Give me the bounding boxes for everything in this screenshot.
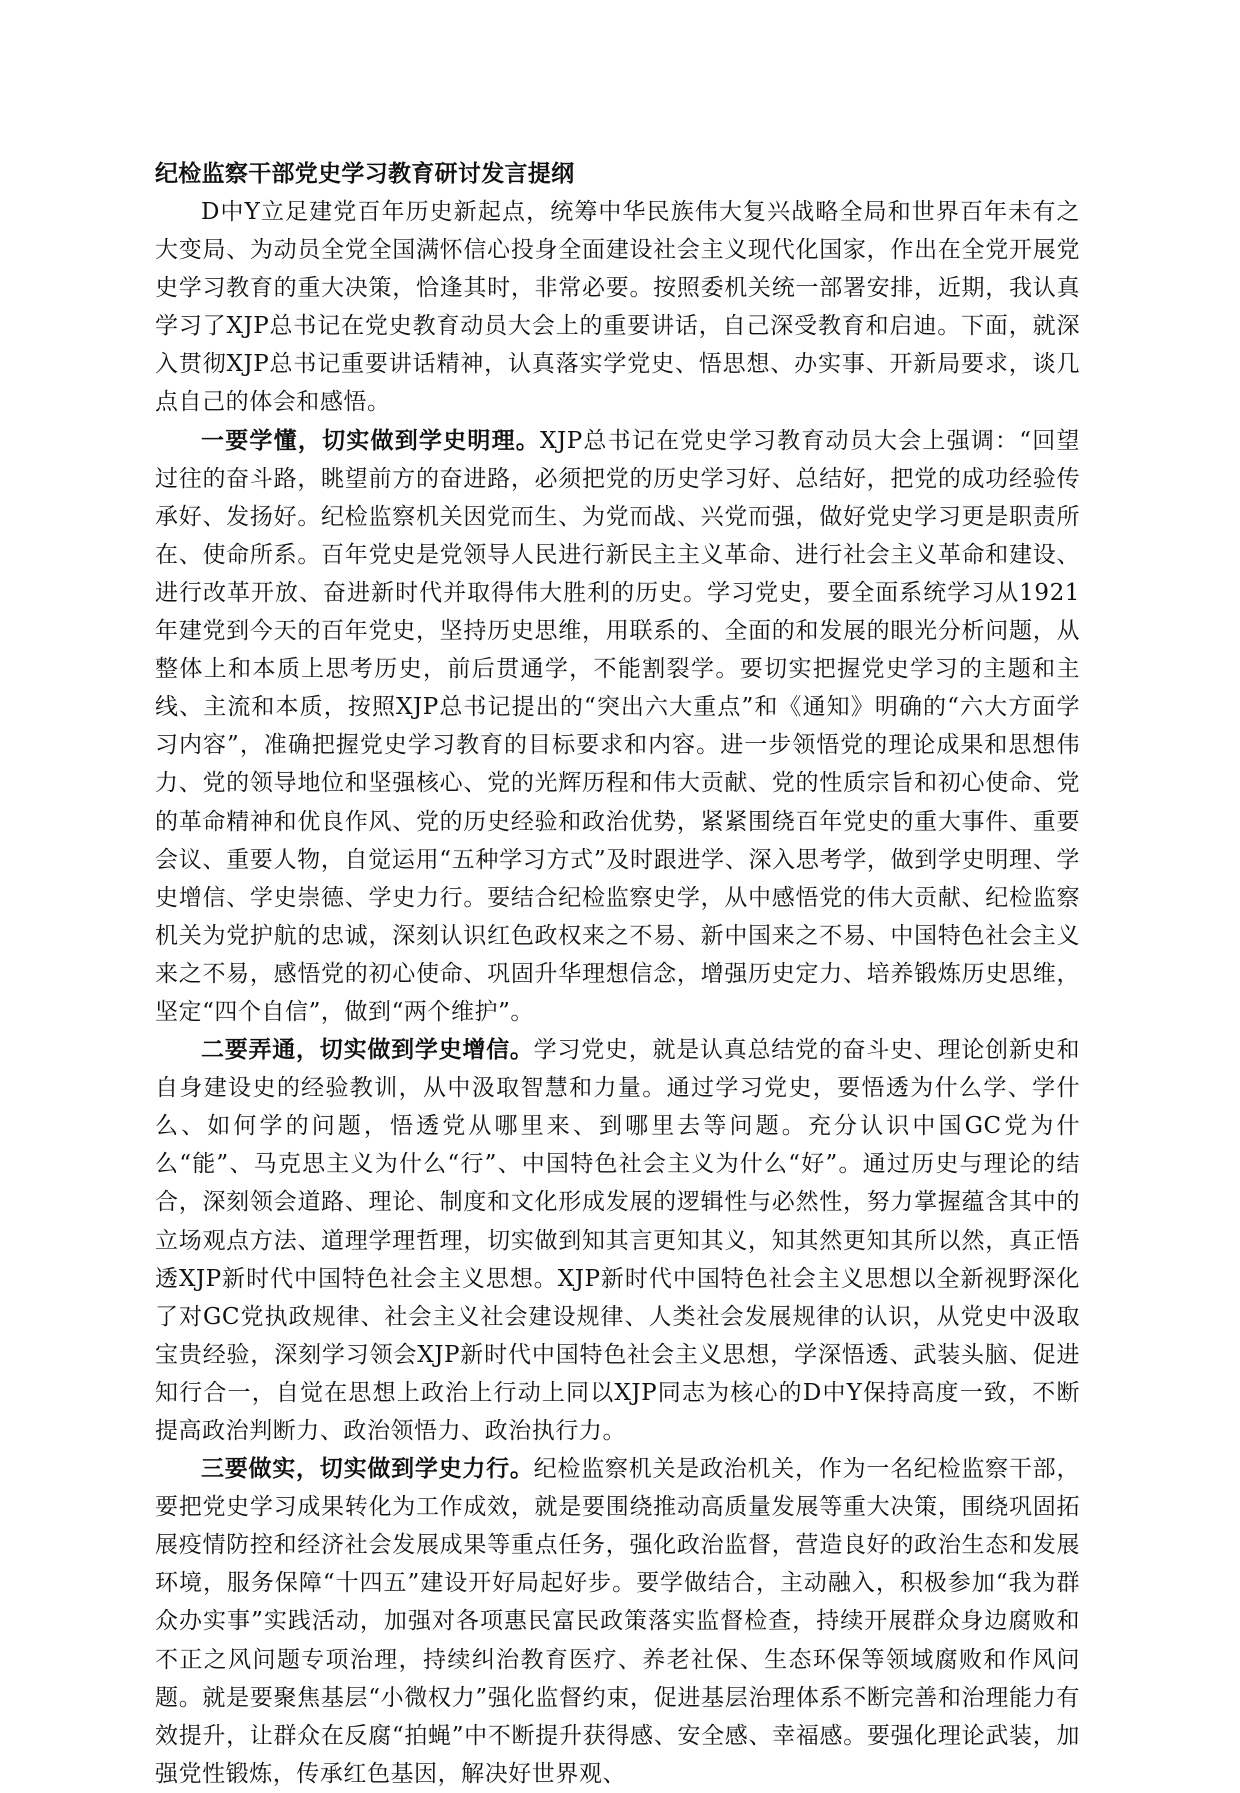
- section-body-1: XJP总书记在党史学习教育动员大会上强调：“回望过往的奋斗路，眺望前方的奋进路，必须把党的历史学习好、总结好，把党的成功经验传承好、发扬好。纪检监察机关因党而生、为党而战、兴党而强，做好党史学习更是职责所在、使命所系。百年党史是党领导人民进行新民主主义革命、进行社会主义革命和建设、进行改革开放、奋进新时代并取得伟大胜利的历史。学习党史，要全面系统学习从1921年建党到今天的百年党史，坚持历史思维，用联系的、全面的和发展的眼光分析问题，从整体上和本质上思考历史，前后贯通学，不能割裂学。要切实把握党史学习的主题和主线、主流和本质，按照XJP总书记提出的“突出六大重点”和《通知》明确的“六大方面学习内容”，准确把握党史学习教育的目标要求和内容。进一步领悟党的理论成果和思想伟力、党的领导地位和坚强核心、党的光辉历程和伟大贡献、党的性质宗旨和初心使命、党的革命精神和优良作风、党的历史经验和政治优势，紧紧围绕百年党史的重大事件、重要会议、重要人物，自觉运用“五种学习方式”及时跟进学、深入思考学，做到学史明理、学史增信、学史崇德、学史力行。要结合纪检监察史学，从中感悟党的伟大贡献、纪检监察机关为党护航的忠诚，深刻认识红色政权来之不易、新中国来之不易、中国特色社会主义来之不易，感悟党的初心使命、巩固升华理想信念，增强历史定力、培养锻炼历史思维，坚定“四个自信”，做到“两个维护”。: [155, 427, 1081, 1025]
- section-paragraph-2: [155, 1031, 1080, 1450]
- document-page: [155, 155, 1080, 1793]
- section-body-3: 纪检监察机关是政治机关，作为一名纪检监察干部，要把党史学习成果转化为工作成效，就是要围绕推动高质量发展等重大决策，围绕巩固拓展疫情防控和经济社会发展成果等重点任务，强化政治监督，营造良好的政治生态和发展环境，服务保障“十四五”建设开好局起好步。要学做结合，主动融入，积极参加“我为群众办实事”实践活动，加强对各项惠民富民政策落实监督检查，持续开展群众身边腐败和不正之风问题专项治理，持续纠治教育医疗、养老社保、生态环保等领域腐败和作风问题。就是要聚焦基层“小微权力”强化监督约束，促进基层治理体系不断完善和治理能力有效提升，让群众在反腐“拍蝇”中不断提升获得感、安全感、幸福感。要强化理论武装，加强党性锻炼，传承红色基因，解决好世界观、: [155, 1456, 1080, 1787]
- document-title: 纪检监察干部党史学习教育研讨发言提纲: [155, 160, 575, 187]
- section-heading-2: 二要弄通，切实做到学史增信。: [201, 1036, 534, 1064]
- section-heading-3: 三要做实，切实做到学史力行。: [201, 1455, 534, 1483]
- section-body-2: 学习党史，就是认真总结党的奋斗史、理论创新史和自身建设史的经验教训，从中汲取智慧和力量。通过学习党史，要悟透为什么学、学什么、如何学的问题，悟透党从哪里来、到哪里去等问题。充分认识中国GC党为什么“能”、马克思主义为什么“行”、中国特色社会主义为什么“好”。通过历史与理论的结合，深刻领会道路、理论、制度和文化形成发展的逻辑性与必然性，努力掌握蕴含其中的立场观点方法、道理学理哲理，切实做到知其言更知其义，知其然更知其所以然，真正悟透XJP新时代中国特色社会主义思想。XJP新时代中国特色社会主义思想以全新视野深化了对GC党执政规律、社会主义社会建设规律、人类社会发展规律的认识，从党史中汲取宝贵经验，深刻学习领会XJP新时代中国特色社会主义思想，学深悟透、武装头脑、促进知行合一，自觉在思想上政治上行动上同以XJP同志为核心的D中Y保持高度一致，不断提高政治判断力、政治领悟力、政治执行力。: [155, 1037, 1080, 1444]
- section-heading-1: 一要学懂，切实做到学史明理。: [201, 426, 541, 454]
- section-paragraph-1: [155, 422, 1080, 1032]
- section-paragraph-3: [155, 1450, 1080, 1793]
- intro-paragraph: D中Y立足建党百年历史新起点，统筹中华民族伟大复兴战略全局和世界百年未有之大变局、为动员全党全国满怀信心投身全面建设社会主义现代化国家，作出在全党开展党史学习教育的重大决策，恰逢其时，非常必要。按照委机关统一部署安排，近期，我认真学习了XJP总书记在党史教育动员大会上的重要讲话，自己深受教育和启迪。下面，就深入贯彻XJP总书记重要讲话精神，认真落实学党史、悟思想、办实事、开新局要求，谈几点自己的体会和感悟。: [155, 199, 1080, 416]
